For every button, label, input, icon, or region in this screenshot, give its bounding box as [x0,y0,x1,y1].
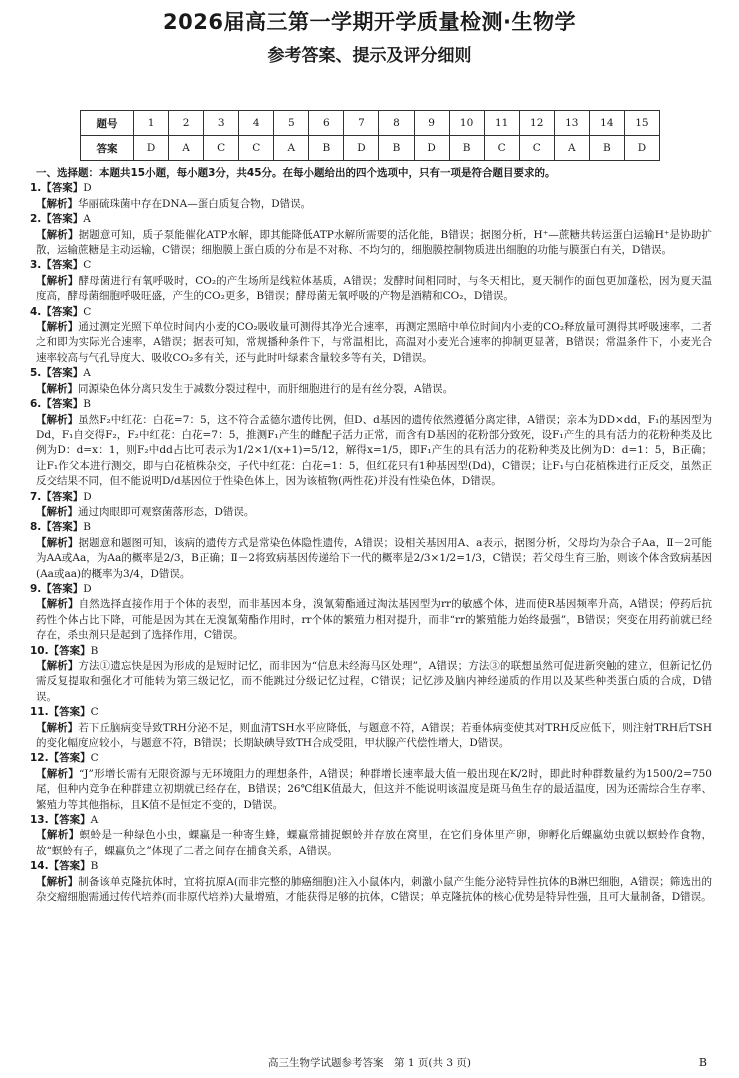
explanation-text: 螟蛉是一种绿色小虫，蜾蠃是一种寄生蜂，蜾蠃常捕捉螟蛉并存放在窝里，在它们身体里产卵，卵孵化后蜾蠃幼虫就以螟蛉作食物，故“螟蛉有子，蜾蠃负之”体现了二者之间存在捕食关系，A错误。 [36,829,712,857]
answer-letter: B [90,644,99,657]
answer-letter: C [90,706,99,719]
explanation-text: 通过测定光照下单位时间内小麦的CO₂吸收量可测得其净光合速率，再测定黑暗中单位时间内小麦的CO₂释放量可测得其呼吸速率，二者之和即为实际光合速率，A错误；据表可知，常规播种条件下，与常温相比，高温对小麦光合速率的抑制更显著，B错误；常温条件下，小麦光合速率较高与气孔导度大、吸收CO₂多有关，还与此时叶绿素含量较多等有关，D错误。 [36,321,713,364]
question-block [30,582,713,644]
question-number-cell: 15 [624,111,659,136]
question-number: 3. [30,259,42,272]
answer-line [30,490,712,505]
answer-line [30,305,712,320]
explanation-text: 通过肉眼即可观察菌落形态，D错误。 [78,505,255,518]
explanation-tag: 【解析】 [36,382,78,395]
question-number: 9. [30,582,42,595]
question-number: 12. [30,752,49,765]
explanation-paragraph [36,413,712,490]
answer-cell: A [274,136,309,161]
question-block [30,490,712,521]
answer-letter: B [83,521,92,534]
explanation-paragraph [36,659,712,705]
question-block [30,212,713,258]
explanation-text: 华丽硫珠菌中存在DNA—蛋白质复合物，D错误。 [78,197,312,210]
answer-cell: C [519,136,554,161]
answer-tag: 【答案】 [41,490,84,503]
question-block [30,305,713,367]
explanation-tag: 【解析】 [36,829,80,842]
answer-line [30,582,712,597]
answer-line [30,705,712,720]
answer-tag: 【答案】 [41,213,84,226]
question-number: 2. [30,213,42,226]
answer-cell: D [344,136,379,161]
question-number-row [81,111,660,136]
answer-letter: D [83,582,92,595]
answer-line [30,212,712,227]
explanation-paragraph [36,382,712,397]
answer-cell: C [204,136,239,161]
answer-line [30,644,712,659]
answer-cell: D [624,136,659,161]
explanation-tag: 【解析】 [36,413,79,426]
answer-tag: 【答案】 [41,582,84,595]
answer-line [30,181,712,196]
question-number-cell: 9 [414,111,449,136]
version-mark: B [698,1056,707,1069]
question-number-cell: 8 [379,111,414,136]
answer-row [81,136,660,161]
question-number: 8. [30,521,42,534]
section-heading: 一、选择题：本题共15小题，每小题3分，共45分。在每小题给出的四个选项中，只有一项是符合题目要求的。 [36,167,556,179]
row-label-question-number: 题号 [81,111,134,136]
explanation-paragraph [36,767,712,813]
question-number-cell: 4 [239,111,274,136]
explanation-text: 同源染色体分离只发生于减数分裂过程中，而肝细胞进行的是有丝分裂，A错误。 [78,382,454,395]
question-block [30,644,712,706]
question-number-cell: 1 [134,111,169,136]
explanation-tag: 【解析】 [36,721,79,734]
explanation-paragraph [36,875,712,906]
question-block [30,859,712,905]
question-number: 6. [30,398,42,411]
explanation-text: 若下丘脑病变导致TRH分泌不足，则血清TSH水平应降低，与题意不符，A错误；若垂体病变使其对TRH反应低下，则注射TRH后TSH的变化幅度应较小，与题意不符，B错误；长期缺碘导致TH合成受阻，甲状腺产代偿性增大，D错误。 [36,721,712,750]
page-title: 2026届高三第一学期开学质量检测·生物学 [163,10,576,34]
answer-cell: D [134,136,169,161]
answer-tag: 【答案】 [48,860,91,873]
question-block [30,181,712,212]
explanation-text: 酵母菌进行有氧呼吸时，CO₂的产生场所是线粒体基质，A错误；发酵时间相同时，与冬天相比，夏天制作的面包更加蓬松，因为夏天温度高，酵母菌细胞呼吸旺盛，产生的CO₂更多，B错误；酵母菌无氧呼吸的产物是酒精和CO₂，D错误。 [36,274,713,303]
explanation-tag: 【解析】 [36,228,79,241]
answer-line [30,859,712,874]
answer-letter: D [83,182,92,195]
explanation-paragraph [36,228,712,259]
answer-tag: 【答案】 [41,305,84,318]
answer-letter: A [90,814,99,827]
explanation-text: 自然选择直接作用于个体的表型，而非基因本身，溴氰菊酯通过淘汰基因型为rr的敏感个体，进而使R基因频率升高，A错误；停药后抗药性个体占比下降，可能是因为其在无溴氰菊酯作用时，rr个体的繁殖力相对提升，而非“rr的繁殖能力始终最强”，B错误；突变在用药前就已经存在，杀虫剂只是起到了选择作用，C错误。 [36,598,713,642]
page-subtitle: 参考答案、提示及评分细则 [267,46,472,66]
answer-tag: 【答案】 [41,521,84,534]
answer-tag: 【答案】 [48,752,91,765]
question-number-cell: 5 [274,111,309,136]
question-block [30,258,713,304]
explanation-tag: 【解析】 [36,767,79,780]
page-footer: 高三生物学试题参考答案 第 1 页(共 3 页) [268,1057,471,1069]
answer-letter: B [83,398,92,411]
explanation-text: 方法①遗忘快是因为形成的是短时记忆，而非因为“信息未经海马区处理”，A错误；方法③的联想虽然可促进新突触的建立，但新记忆仍需反复提取和强化才可能转为第三级记忆，而不能跳过分级记忆过程，C错误；记忆涉及脑内神经递质的作用以及某些种类蛋白质的合成，D错误。 [36,660,712,703]
answer-letter: A [83,213,91,226]
answer-cell: D [414,136,449,161]
question-number-cell: 11 [484,111,519,136]
answer-line [30,258,712,273]
question-number: 1. [30,182,42,195]
question-number-cell: 6 [309,111,344,136]
answer-cell: C [484,136,519,161]
question-number: 4. [30,305,42,318]
answer-tag: 【答案】 [48,706,91,719]
answer-cell: B [449,136,484,161]
question-block [30,813,712,859]
answer-letter: C [83,259,92,272]
question-block [30,520,713,582]
explanation-tag: 【解析】 [36,660,79,672]
explanation-paragraph [36,197,712,212]
explanation-text: 据题意可知，质子泵能催化ATP水解，即其能降低ATP水解所需要的活化能，B错误；据图分析，H⁺—蔗糖共转运蛋白运输H⁺是协助扩散，运输蔗糖是主动运输，C错误；细胞膜上蛋白质的分布是不对称、不均匀的，细胞膜控制物质进出细胞的功能与膜蛋白有关，D错误。 [36,228,713,257]
explanation-tag: 【解析】 [36,321,79,334]
explanation-paragraph [36,274,712,305]
explanation-paragraph [36,505,712,520]
question-block [30,397,712,489]
answer-tag: 【答案】 [41,367,84,380]
explanation-tag: 【解析】 [36,505,78,518]
answer-cell: B [379,136,414,161]
question-number: 5. [30,367,42,380]
explanation-text: “J”形增长需有无限资源与无环境阻力的理想条件，A错误；种群增长速率最大值一般出现在K/2时，即此时种群数量约为1500/2=750尾，但种内竞争在种群建立初期就已经存在，B错误；26℃组K值最大，但这并不能说明该温度是斑马鱼生存的最适温度，因为还需综合生存率、繁殖力等其他指标，且K值不是恒定不变的，D错误。 [36,767,712,811]
answer-cell: A [554,136,589,161]
explanation-tag: 【解析】 [36,598,79,611]
explanation-text: 制备该单克隆抗体时，宜将抗原A(而非完整的肺癌细胞)注入小鼠体内，刺激小鼠产生能分泌特异性抗体的B淋巴细胞，A错误；筛选出的杂交瘤细胞需通过传代培养(而非原代培养)大量增殖，才能获得足够的抗体，C错误；单克隆抗体的核心优势是特异性强，且可大量制备，D错误。 [36,875,712,904]
answer-cell: C [239,136,274,161]
question-number: 11. [30,706,49,719]
explanation-tag: 【解析】 [36,875,79,888]
question-number-cell: 13 [554,111,589,136]
question-number-cell: 7 [344,111,379,136]
question-number-cell: 2 [169,111,204,136]
answer-key-table [80,110,660,161]
question-number: 7. [30,490,42,503]
answer-tag: 【答案】 [48,644,91,657]
explanation-paragraph [36,536,712,582]
explanation-paragraph [36,597,712,643]
question-number-cell: 14 [589,111,624,136]
explanation-body [30,166,713,906]
explanation-tag: 【解析】 [36,197,78,210]
answer-letter: C [83,305,92,318]
explanation-tag: 【解析】 [36,274,79,287]
question-number-cell: 12 [519,111,554,136]
explanation-text: 据题意和题图可知，该病的遗传方式是常染色体隐性遗传，A错误；设相关基因用A、a表示，据图分析，父母均为杂合子Aa，Ⅱ－2可能为AA或Aa，为Aa的概率是2/3，B正确；Ⅱ－2将致病基因传递给下一代的概率是2/3×1/2=1/3，C错误；若父母生育三胎，则该个体含致病基因(Aa或aa)的概率为3/4，D错误。 [36,536,713,580]
question-number-cell: 3 [204,111,239,136]
explanation-paragraph [36,721,712,752]
question-number: 10. [30,644,49,657]
question-block [30,705,712,751]
answer-line [30,751,712,766]
answer-cell: B [309,136,344,161]
answer-line [30,520,712,535]
explanation-tag: 【解析】 [36,536,79,549]
answer-line [30,397,712,412]
answer-cell: A [169,136,204,161]
question-list [30,181,713,905]
question-number-cell: 10 [449,111,484,136]
question-block [30,366,712,397]
answer-letter: B [90,860,99,873]
explanation-paragraph [36,828,712,859]
question-number: 13. [30,814,49,827]
answer-tag: 【答案】 [41,182,84,195]
question-number: 14. [30,860,49,873]
question-block [30,751,712,813]
answer-tag: 【答案】 [48,814,91,827]
answer-tag: 【答案】 [41,259,84,272]
explanation-text: 虽然F₂中红花：白花=7：5，这不符合孟德尔遗传比例，但D、d基因的遗传依然遵循分离定律，A错误；亲本为DD×dd，F₁的基因型为Dd，F₁自交得F₂，F₂中红花：白花=7：5，推测F₁产生的雌配子活力正常，而含有D基因的花粉部分致死，设F₁产生的具有活力的花粉种类及比例为D：d=x：1，则F₂中dd占比可表示为1/2×1/(x+1)=5/12，解得x=1/5，即F₁产生的具有活力的花粉种类及比例为D：d=1：5，B正确；让F₁作父本进行测交，即与白花植株杂交，子代中红花：白花=1：5，但红花只有1种基因型(Dd)，C错误；让F₁与白花植株进行正反交，虽然正反交结果不同，但不能说明D/d基因位于性染色体上，因为该植物(两性花)并没有性染色体，D错误。 [36,413,712,488]
answer-letter: D [83,490,92,503]
answer-cell: B [589,136,624,161]
row-label-answer: 答案 [81,136,134,161]
answer-tag: 【答案】 [41,398,84,411]
answer-letter: C [90,752,99,765]
answer-letter: A [83,367,91,380]
answer-line [30,813,712,828]
explanation-paragraph [36,320,712,366]
answer-line [30,366,712,381]
